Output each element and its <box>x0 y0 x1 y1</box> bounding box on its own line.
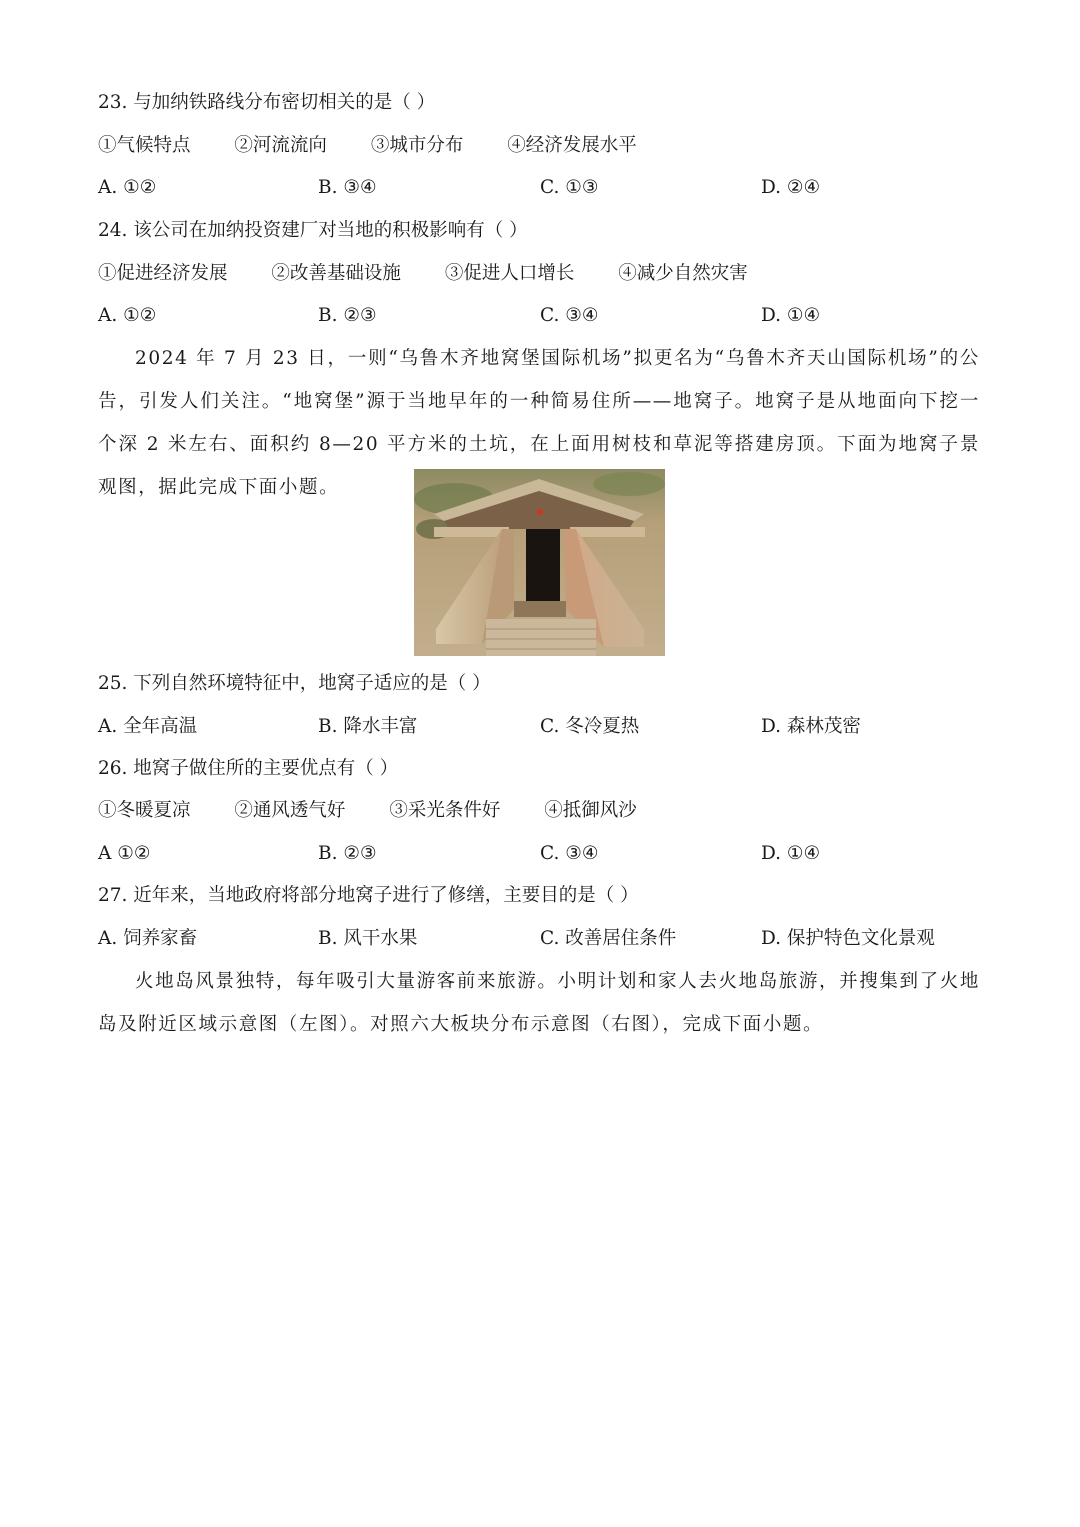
q24-options <box>98 304 998 328</box>
q27-stem: 27. 近年来，当地政府将部分地窝子进行了修缮，主要目的是（ ） <box>98 885 639 906</box>
q24-option-a[interactable]: A. ①② <box>98 305 157 326</box>
q25-option-d[interactable]: D. 森林茂密 <box>761 716 861 737</box>
q27-option-c[interactable]: C. 改善居住条件 <box>540 928 677 949</box>
q24-stem: 24. 该公司在加纳投资建厂对当地的积极影响有（ ） <box>98 220 528 241</box>
q25-option-b[interactable]: B. 降水丰富 <box>318 716 418 737</box>
diwozi-photo-icon <box>414 469 665 656</box>
q24-option-c[interactable]: C. ③④ <box>540 305 599 326</box>
passage-diwozi: 2024 年 7 月 23 日，一则“乌鲁木齐地窝堡国际机场”拟更名为“乌鲁木齐天山国际机场”的公告，引发人们关注。“地窝堡”源于当地早年的一种简易住所——地窝子。地窝子是从地面向下挖一个深 2 米左右、面积约 8—20 平方米的土坑，在上面用树枝和草泥等搭建房顶。下面为地窝子景观图，据此完成下面小题。 <box>98 348 980 498</box>
q27-option-d[interactable]: D. 保护特色文化景观 <box>761 928 935 949</box>
q25-stem: 25. 下列自然环境特征中，地窝子适应的是（ ） <box>98 673 491 694</box>
q23-items <box>98 134 675 158</box>
q23-option-c[interactable]: C. ①③ <box>540 177 599 198</box>
q27-options <box>98 927 998 951</box>
q25-options <box>98 715 998 739</box>
q27-option-a[interactable]: A. 饲养家畜 <box>98 928 198 949</box>
q23-option-d[interactable]: D. ②④ <box>761 177 821 198</box>
q24-option-d[interactable]: D. ①④ <box>761 305 821 326</box>
q23-option-b[interactable]: B. ③④ <box>318 177 377 198</box>
q23-item-2: ②河流流向 <box>234 135 327 156</box>
passage-tierra-del-fuego: 火地岛风景独特，每年吸引大量游客前来旅游。小明计划和家人去火地岛旅游，并搜集到了火地岛及附近区域示意图（左图）。对照六大板块分布示意图（右图），完成下面小题。 <box>98 971 980 1035</box>
q23-item-1: ①气候特点 <box>98 135 191 156</box>
q23-item-3: ③城市分布 <box>370 135 464 156</box>
q23-option-a[interactable]: A. ①② <box>98 177 157 198</box>
q24-option-b[interactable]: B. ②③ <box>318 305 377 326</box>
q27-option-b[interactable]: B. 风干水果 <box>318 928 418 949</box>
q24-item-1: ①促进经济发展 <box>98 263 228 284</box>
q26-option-d[interactable]: D. ①④ <box>761 843 821 864</box>
q23-stem: 23. 与加纳铁路线分布密切相关的是（ ） <box>98 92 436 113</box>
photo-diwozi-entrance <box>414 469 665 656</box>
q25-option-c[interactable]: C. 冬冷夏热 <box>540 716 640 737</box>
q26-option-b[interactable]: B. ②③ <box>318 843 377 864</box>
q24-items <box>98 262 786 286</box>
q23-item-4: ④经济发展水平 <box>507 135 637 156</box>
q24-item-4: ④减少自然灾害 <box>618 263 748 284</box>
q26-item-1: ①冬暖夏凉 <box>98 800 191 821</box>
q26-options <box>98 842 998 866</box>
q26-item-4: ④抵御风沙 <box>544 800 637 821</box>
q24-item-3: ③促进人口增长 <box>444 263 575 284</box>
q26-option-a[interactable]: A ①② <box>98 843 151 864</box>
q26-option-c[interactable]: C. ③④ <box>540 843 599 864</box>
q24-item-2: ②改善基础设施 <box>271 263 401 284</box>
q26-stem: 26. 地窝子做住所的主要优点有（ ） <box>98 758 399 779</box>
q26-item-3: ③采光条件好 <box>389 800 501 821</box>
q25-option-a[interactable]: A. 全年高温 <box>98 716 198 737</box>
q26-items <box>98 799 675 823</box>
q26-item-2: ②通风透气好 <box>234 800 346 821</box>
q23-options <box>98 176 998 200</box>
